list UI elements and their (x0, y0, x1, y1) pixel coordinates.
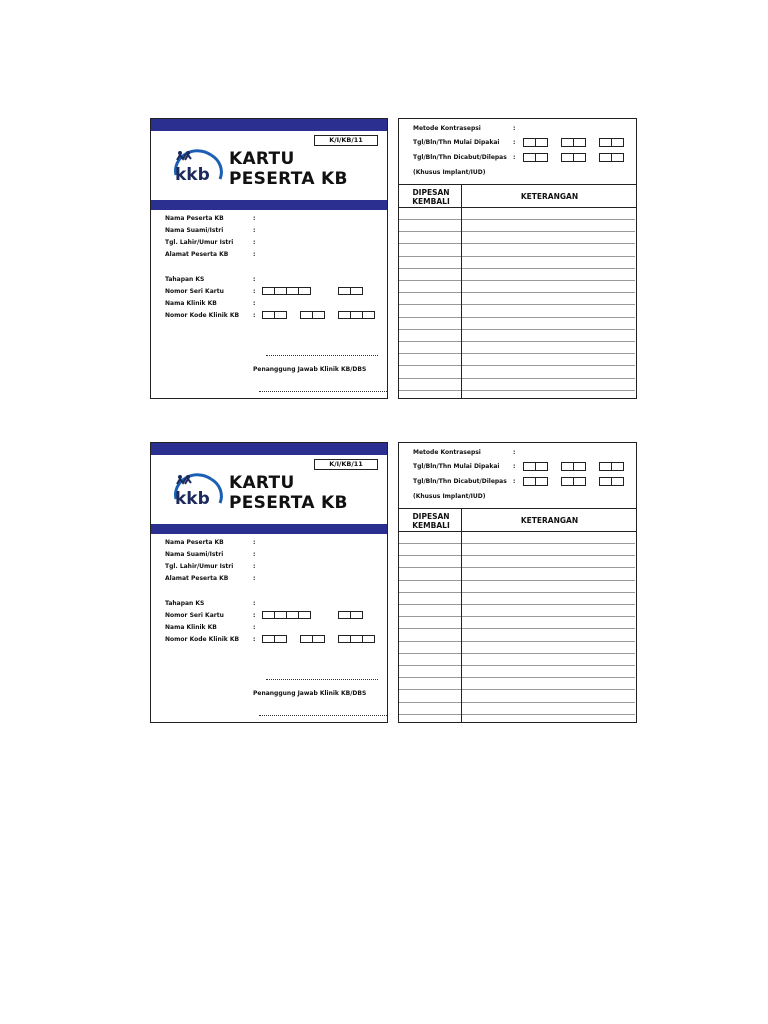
table-rule (462, 702, 635, 703)
field-colon: : (253, 239, 256, 246)
mulai-row[interactable] (413, 463, 516, 470)
kkb-logo-icon (171, 147, 225, 191)
field-label: Nama Peserta KB (165, 539, 224, 546)
table-rule (462, 317, 635, 318)
field-label: Nomor Kode Klinik KB (165, 636, 240, 643)
table-top-border (399, 184, 636, 185)
table-rule (462, 580, 635, 581)
card-back (398, 442, 637, 723)
metode-label: Metode Kontrasepsi (413, 125, 481, 132)
table-rule (399, 543, 461, 544)
dicabut-month-boxes[interactable] (562, 477, 586, 486)
col-keterangan: KETERANGAN (520, 192, 579, 201)
field-colon: : (253, 539, 256, 546)
mulai-row[interactable] (413, 139, 516, 146)
field-colon: : (513, 463, 516, 470)
field-colon: : (253, 636, 256, 643)
table-rule (399, 641, 461, 642)
dicabut-year-boxes[interactable] (600, 153, 624, 162)
table-rule (399, 365, 461, 366)
dicabut-label: Tgl/Bln/Thn Dicabut/Dilepas (413, 154, 507, 161)
card-title (229, 149, 348, 189)
table-rule (399, 555, 461, 556)
table-rule (399, 689, 461, 690)
signature-line[interactable] (266, 355, 378, 356)
khusus-note: (Khusus Implant/IUD) (413, 493, 486, 500)
mulai-month-boxes[interactable] (562, 138, 586, 147)
col1-line2: KEMBALI (412, 521, 450, 530)
field-label: Nomor Seri Kartu (165, 612, 224, 619)
clinic-code-boxes-2[interactable] (301, 311, 325, 319)
table-rule (399, 280, 461, 281)
field-colon: : (253, 276, 256, 283)
field-colon: : (253, 288, 256, 295)
dicabut-day-boxes[interactable] (524, 153, 548, 162)
metode-row[interactable] (413, 125, 516, 132)
field-colon: : (253, 300, 256, 307)
table-rule (399, 341, 461, 342)
header-band (151, 119, 387, 131)
field-colon: : (253, 251, 256, 258)
field-label: Tahapan KS (165, 276, 205, 283)
clinic-code-boxes-3[interactable] (339, 311, 375, 319)
field-label: Tgl. Lahir/Umur Istri (165, 239, 234, 246)
serial-boxes-group-2[interactable] (339, 611, 363, 619)
table-rule (399, 292, 461, 293)
card-title (229, 473, 348, 513)
table-rule (399, 219, 461, 220)
serial-boxes-group-1[interactable] (263, 611, 311, 619)
table-rule (399, 665, 461, 666)
table-rule (462, 256, 635, 257)
title-line-2: PESERTA KB (229, 493, 348, 513)
table-rule (399, 304, 461, 305)
table-rule (462, 304, 635, 305)
table-rule (399, 702, 461, 703)
mulai-label: Tgl/Bln/Thn Mulai Dipakai (413, 463, 500, 470)
table-rule (462, 365, 635, 366)
table-rule (462, 677, 635, 678)
field-label: Tgl. Lahir/Umur Istri (165, 563, 234, 570)
table-rule (399, 567, 461, 568)
field-colon: : (253, 215, 256, 222)
table-rule (399, 714, 461, 715)
dicabut-row[interactable] (413, 478, 516, 485)
title-line-2: PESERTA KB (229, 169, 348, 189)
card-set-1 (0, 116, 768, 406)
table-rule (462, 689, 635, 690)
title-line-1: KARTU (229, 473, 295, 493)
table-rule (399, 353, 461, 354)
clinic-code-boxes-1[interactable] (263, 635, 287, 643)
table-rule (399, 653, 461, 654)
clinic-code-boxes-3[interactable] (339, 635, 375, 643)
col-dipesan-kembali (403, 188, 459, 206)
signature-line[interactable] (266, 679, 378, 680)
table-rule (462, 243, 635, 244)
table-rule (462, 378, 635, 379)
table-rule (462, 714, 635, 715)
table-rule (399, 677, 461, 678)
dicabut-day-boxes[interactable] (524, 477, 548, 486)
table-rule (462, 567, 635, 568)
field-label: Alamat Peserta KB (165, 251, 229, 258)
field-label: Nama Peserta KB (165, 215, 224, 222)
table-rule (462, 280, 635, 281)
table-rule (399, 329, 461, 330)
name-line[interactable] (259, 715, 387, 716)
field-label: Nama Klinik KB (165, 624, 217, 631)
middle-band (151, 200, 387, 210)
table-header-border (399, 207, 636, 208)
field-colon: : (253, 551, 256, 558)
table-rule (462, 616, 635, 617)
col1-line1: DIPESAN (412, 512, 450, 521)
table-rule (399, 243, 461, 244)
field-label: Nomor Kode Klinik KB (165, 312, 240, 319)
card-set-2 (0, 440, 768, 730)
table-rule (399, 256, 461, 257)
middle-band (151, 524, 387, 534)
title-line-1: KARTU (229, 149, 295, 169)
mulai-label: Tgl/Bln/Thn Mulai Dipakai (413, 139, 500, 146)
dicabut-row[interactable] (413, 154, 516, 161)
table-rule (462, 219, 635, 220)
table-rule (399, 317, 461, 318)
mulai-day-boxes[interactable] (524, 462, 548, 471)
table-rule (462, 653, 635, 654)
metode-row[interactable] (413, 449, 516, 456)
mulai-month-boxes[interactable] (562, 462, 586, 471)
svg-text:kkb: kkb (175, 489, 210, 509)
table-header-border (399, 531, 636, 532)
field-colon: : (513, 125, 516, 132)
field-colon: : (513, 139, 516, 146)
svg-text:kkb: kkb (175, 165, 210, 185)
field-label: Nama Klinik KB (165, 300, 217, 307)
field-label: Alamat Peserta KB (165, 575, 229, 582)
mulai-year-boxes[interactable] (600, 462, 624, 471)
field-colon: : (513, 449, 516, 456)
table-rule (462, 628, 635, 629)
form-code: K/I/KB/11 (314, 135, 378, 146)
metode-label: Metode Kontrasepsi (413, 449, 481, 456)
table-rule (399, 390, 461, 391)
header-band (151, 443, 387, 455)
table-rule (462, 353, 635, 354)
table-rule (399, 231, 461, 232)
field-label: Nama Suami/Istri (165, 551, 224, 558)
col1-line1: DIPESAN (412, 188, 450, 197)
table-rule (399, 604, 461, 605)
table-rule (399, 268, 461, 269)
dicabut-label: Tgl/Bln/Thn Dicabut/Dilepas (413, 478, 507, 485)
field-label: Nomor Seri Kartu (165, 288, 224, 295)
col-keterangan: KETERANGAN (520, 516, 579, 525)
field-colon: : (513, 154, 516, 161)
serial-boxes-group-1[interactable] (263, 287, 311, 295)
table-rule (462, 555, 635, 556)
table-rule (399, 580, 461, 581)
field-colon: : (513, 478, 516, 485)
card-front (150, 442, 388, 723)
field-colon: : (253, 227, 256, 234)
card-front (150, 118, 388, 399)
clinic-code-boxes-2[interactable] (301, 635, 325, 643)
table-rule (399, 616, 461, 617)
table-rule (399, 378, 461, 379)
kkb-logo-icon (171, 471, 225, 515)
field-colon: : (253, 563, 256, 570)
name-line[interactable] (259, 391, 387, 392)
form-code: K/I/KB/11 (314, 459, 378, 470)
field-label: Nama Suami/Istri (165, 227, 224, 234)
serial-boxes-group-2[interactable] (339, 287, 363, 295)
khusus-note: (Khusus Implant/IUD) (413, 169, 486, 176)
field-colon: : (253, 624, 256, 631)
col1-line2: KEMBALI (412, 197, 450, 206)
clinic-code-boxes-1[interactable] (263, 311, 287, 319)
table-rule (462, 268, 635, 269)
table-rule (462, 604, 635, 605)
mulai-day-boxes[interactable] (524, 138, 548, 147)
field-label: Tahapan KS (165, 600, 205, 607)
dicabut-month-boxes[interactable] (562, 153, 586, 162)
mulai-year-boxes[interactable] (600, 138, 624, 147)
table-rule (462, 341, 635, 342)
table-rule (462, 329, 635, 330)
responsible-label: Penanggung Jawab Klinik KB/DBS (253, 690, 367, 697)
field-colon: : (253, 312, 256, 319)
field-colon: : (253, 600, 256, 607)
table-rule (399, 628, 461, 629)
card-back (398, 118, 637, 399)
table-rule (462, 231, 635, 232)
responsible-label: Penanggung Jawab Klinik KB/DBS (253, 366, 367, 373)
table-top-border (399, 508, 636, 509)
table-rule (462, 292, 635, 293)
table-rule (462, 665, 635, 666)
field-colon: : (253, 575, 256, 582)
table-rule (462, 641, 635, 642)
table-rule (399, 592, 461, 593)
table-rule (462, 543, 635, 544)
table-rule (462, 592, 635, 593)
field-colon: : (253, 612, 256, 619)
col-dipesan-kembali (403, 512, 459, 530)
table-rule (462, 390, 635, 391)
dicabut-year-boxes[interactable] (600, 477, 624, 486)
